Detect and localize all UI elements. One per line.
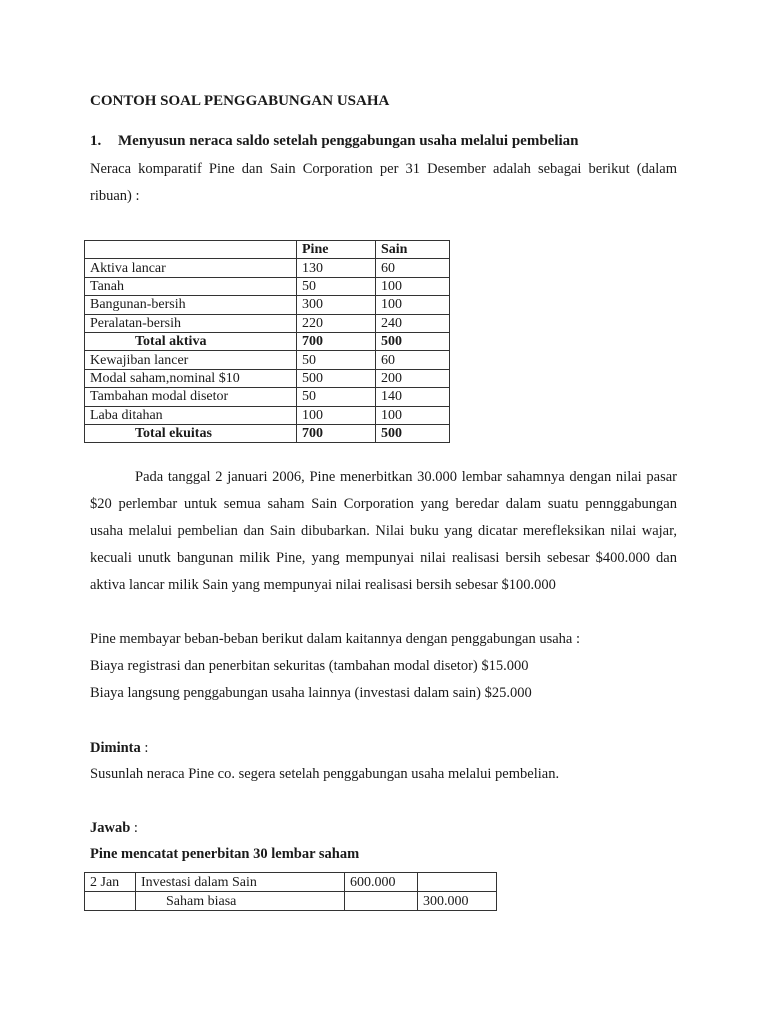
balance-label-cell: Aktiva lancar [85,259,297,277]
journal-debit-cell [345,892,418,911]
balance-label-cell: Tanah [85,277,297,295]
balance-sain-cell: 100 [376,296,450,314]
balance-header-cell [85,241,297,259]
question-number: 1. [90,133,102,149]
costs-intro: Pine membayar beban-beban berikut dalam kaitannya dengan penggabungan usaha : [90,631,581,647]
balance-sain-cell: 240 [376,314,450,332]
balance-row [85,369,450,387]
balance-label-cell: Peralatan-bersih [85,314,297,332]
jawab-colon: : [130,820,138,836]
question-text: Menyusun neraca saldo setelah penggabungan usaha melalui pembelian [118,133,579,149]
diminta-heading [90,740,148,757]
diminta-text: Susunlah neraca Pine co. segera setelah penggabungan usaha melalui pembelian. [90,766,560,782]
balance-sain-cell: 500 [376,424,450,442]
balance-table [84,240,450,443]
cost-line-1: Biaya registrasi dan penerbitan sekuritas (tambahan modal disetor) $15.000 [90,658,529,674]
balance-row [85,277,450,295]
balance-pine-cell: 130 [297,259,376,277]
balance-label-cell: Laba ditahan [85,406,297,424]
jawab-heading [90,820,138,837]
balance-sain-cell: 100 [376,406,450,424]
balance-sain-cell: 500 [376,332,450,350]
balance-pine-cell: 100 [297,406,376,424]
journal-credit-cell [418,873,497,892]
balance-header-cell: Pine [297,241,376,259]
journal-row [85,892,497,911]
balance-sain-cell: 60 [376,351,450,369]
question-heading [90,133,579,150]
balance-label-cell: Kewajiban lancer [85,351,297,369]
balance-table-header [85,241,450,259]
journal-account-cell: Saham biasa [136,892,345,911]
diminta-colon: : [140,740,149,756]
body-paragraph: Pada tanggal 2 januari 2006, Pine menerbitkan 30.000 lembar sahamnya dengan nilai pasar $20 perlembar untuk semua saham Sain Corporation yang beredar dalam suatu pennggabungan usaha melalui pembelian dan Sain dibubarkan. Nilai buku yang dicatar merefleksikan nilai wajar, kecuali unutk bangunan milik Pine, yang mempunyai nilai realisasi bersih sebesar $400.000 dan aktiva lancar milik Sain yang mempunyai nilai realisasi bersih sebesar $100.000 [90,469,677,593]
document-title: CONTOH SOAL PENGGABUNGAN USAHA [90,93,390,109]
balance-sain-cell: 140 [376,388,450,406]
balance-row [85,388,450,406]
cost-line-2: Biaya langsung penggabungan usaha lainnya (investasi dalam sain) $25.000 [90,685,532,701]
balance-label-cell: Total ekuitas [85,424,297,442]
journal-credit-cell: 300.000 [418,892,497,911]
balance-sain-cell: 100 [376,277,450,295]
balance-total-row [85,424,450,442]
balance-sain-cell: 60 [376,259,450,277]
journal-date-cell [85,892,136,911]
balance-pine-cell: 700 [297,332,376,350]
balance-pine-cell: 50 [297,388,376,406]
journal-table [84,872,497,911]
balance-row [85,314,450,332]
balance-pine-cell: 300 [297,296,376,314]
balance-sain-cell: 200 [376,369,450,387]
balance-row [85,259,450,277]
balance-row [85,406,450,424]
balance-label-cell: Modal saham,nominal $10 [85,369,297,387]
diminta-label: Diminta [90,740,141,756]
journal-account-cell: Investasi dalam Sain [136,873,345,892]
journal-row [85,873,497,892]
jawab-label: Jawab [90,820,131,836]
balance-pine-cell: 50 [297,277,376,295]
balance-pine-cell: 220 [297,314,376,332]
balance-total-row [85,332,450,350]
journal-date-cell: 2 Jan [85,873,136,892]
balance-header-cell: Sain [376,241,450,259]
journal-debit-cell: 600.000 [345,873,418,892]
balance-label-cell: Tambahan modal disetor [85,388,297,406]
balance-label-cell: Bangunan-bersih [85,296,297,314]
balance-pine-cell: 700 [297,424,376,442]
balance-label-cell: Total aktiva [85,332,297,350]
journal-heading: Pine mencatat penerbitan 30 lembar saham [90,846,360,862]
balance-row [85,351,450,369]
balance-row [85,296,450,314]
balance-pine-cell: 500 [297,369,376,387]
intro-paragraph: Neraca komparatif Pine dan Sain Corporation per 31 Desember adalah sebagai berikut (dalam ribuan) : [90,161,677,204]
balance-pine-cell: 50 [297,351,376,369]
